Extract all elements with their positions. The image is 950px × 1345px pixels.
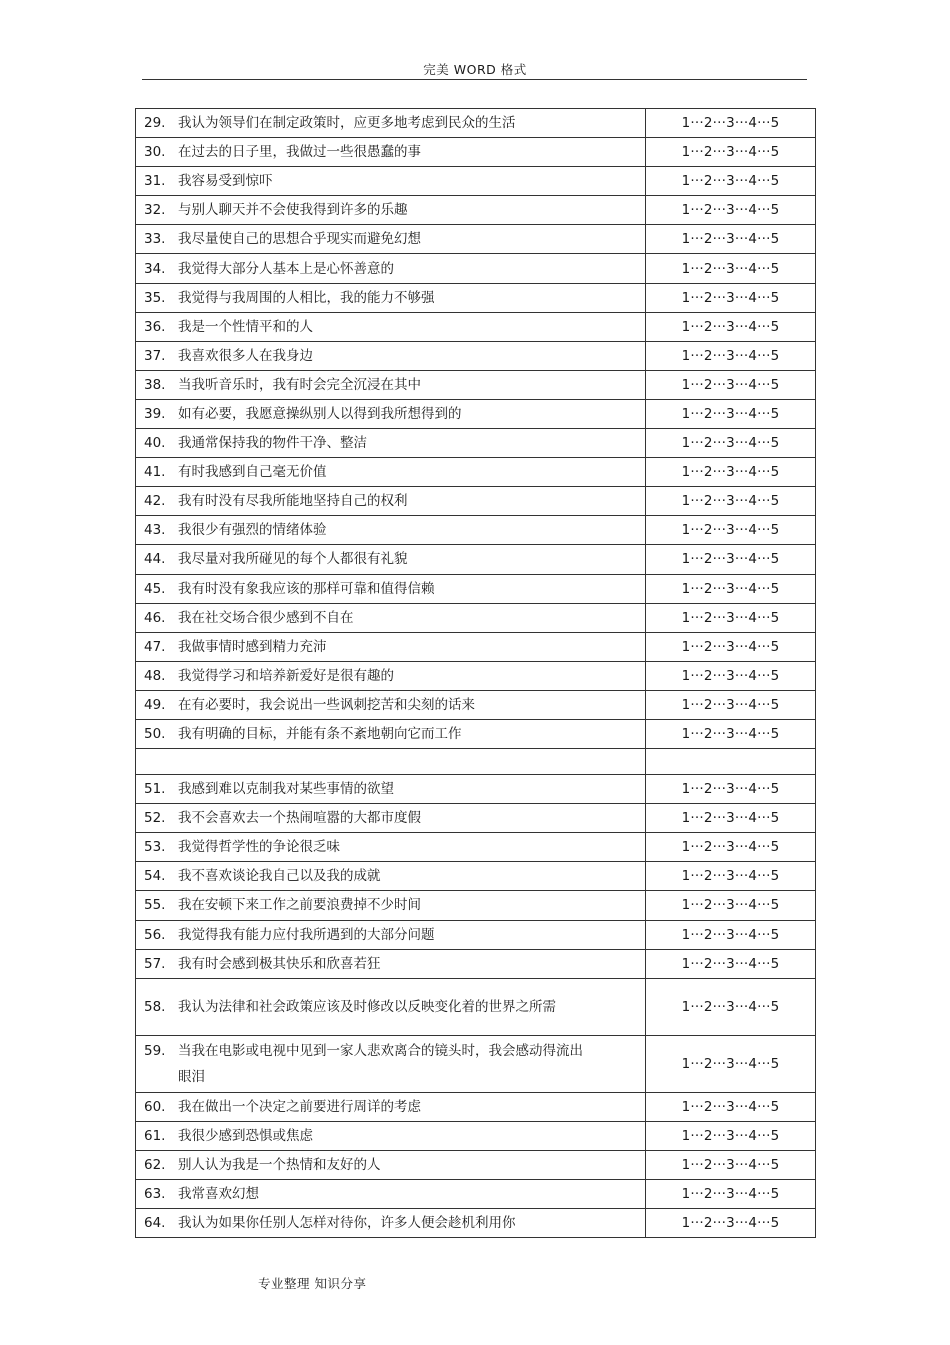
question-row [136, 775, 816, 804]
rating-scale: 1···2···3···4···5 [646, 1150, 816, 1179]
question-row [136, 949, 816, 978]
rating-scale: 1···2···3···4···5 [646, 487, 816, 516]
question-cell [136, 632, 646, 661]
blank-cell [136, 749, 646, 775]
question-number: 34. [144, 260, 166, 277]
question-cell [136, 1092, 646, 1121]
question-number: 37. [144, 347, 166, 364]
question-cell [136, 804, 646, 833]
questionnaire-table [135, 108, 816, 1238]
blank-separator-row [136, 749, 816, 775]
question-row [136, 487, 816, 516]
question-cell [136, 429, 646, 458]
question-cell [136, 516, 646, 545]
rating-scale: 1···2···3···4···5 [646, 225, 816, 254]
question-cell [136, 167, 646, 196]
question-cell [136, 1035, 646, 1092]
question-cell [136, 399, 646, 428]
question-text: 在有必要时，我会说出一些讽刺挖苦和尖刻的话来 [178, 696, 475, 713]
question-text: 我觉得大部分人基本上是心怀善意的 [178, 260, 394, 277]
question-cell [136, 109, 646, 138]
question-text: 我通常保持我的物件干净、整洁 [178, 435, 367, 452]
question-row [136, 109, 816, 138]
question-number: 51. [144, 781, 166, 798]
rating-scale: 1···2···3···4···5 [646, 545, 816, 574]
question-number: 53. [144, 839, 166, 856]
question-text: 我有时没有象我应该的那样可靠和值得信赖 [178, 580, 435, 597]
question-row [136, 167, 816, 196]
question-row [136, 138, 816, 167]
question-text: 我在做出一个决定之前要进行周详的考虑 [178, 1098, 421, 1115]
question-row [136, 312, 816, 341]
question-cell [136, 487, 646, 516]
question-number: 46. [144, 609, 166, 626]
question-cell [136, 225, 646, 254]
question-number: 57. [144, 955, 166, 972]
question-text: 我觉得与我周围的人相比，我的能力不够强 [178, 289, 435, 306]
rating-scale: 1···2···3···4···5 [646, 458, 816, 487]
question-cell [136, 719, 646, 748]
question-text: 我认为领导们在制定政策时，应更多地考虑到民众的生活 [178, 115, 516, 132]
question-row [136, 804, 816, 833]
question-text: 当我在电影或电视中见到一家人悲欢离合的镜头时，我会感动得流出眼泪 [178, 1042, 583, 1085]
rating-scale: 1···2···3···4···5 [646, 1180, 816, 1209]
rating-scale: 1···2···3···4···5 [646, 775, 816, 804]
question-row [136, 661, 816, 690]
question-row [136, 1092, 816, 1121]
question-row [136, 196, 816, 225]
question-number: 52. [144, 810, 166, 827]
question-number: 39. [144, 405, 166, 422]
question-row [136, 891, 816, 920]
question-cell [136, 458, 646, 487]
question-number: 38. [144, 376, 166, 393]
question-row [136, 254, 816, 283]
question-text: 我做事情时感到精力充沛 [178, 638, 327, 655]
question-cell [136, 1150, 646, 1179]
question-cell [136, 312, 646, 341]
question-text: 我觉得我有能力应付我所遇到的大部分问题 [178, 926, 435, 943]
blank-cell [646, 749, 816, 775]
question-text: 我有时没有尽我所能地坚持自己的权利 [178, 493, 408, 510]
question-cell [136, 661, 646, 690]
question-cell [136, 341, 646, 370]
question-number: 58. [144, 998, 166, 1015]
question-text: 当我听音乐时，我有时会完全沉浸在其中 [178, 376, 421, 393]
page-footer: 专业整理 知识分享 [258, 1276, 367, 1291]
question-cell [136, 949, 646, 978]
rating-scale: 1···2···3···4···5 [646, 516, 816, 545]
question-cell [136, 574, 646, 603]
question-row [136, 341, 816, 370]
question-row [136, 833, 816, 862]
question-text: 我很少有强烈的情绪体验 [178, 522, 327, 539]
question-text: 在过去的日子里，我做过一些很愚蠢的事 [178, 144, 421, 161]
question-number: 35. [144, 289, 166, 306]
question-text: 我在安顿下来工作之前要浪费掉不少时间 [178, 897, 421, 914]
rating-scale: 1···2···3···4···5 [646, 254, 816, 283]
rating-scale: 1···2···3···4···5 [646, 167, 816, 196]
rating-scale: 1···2···3···4···5 [646, 804, 816, 833]
question-text: 别人认为我是一个热情和友好的人 [178, 1156, 381, 1173]
question-number: 47. [144, 638, 166, 655]
question-text: 我有时会感到极其快乐和欣喜若狂 [178, 955, 381, 972]
rating-scale: 1···2···3···4···5 [646, 978, 816, 1035]
question-number: 54. [144, 868, 166, 885]
question-cell [136, 254, 646, 283]
question-row [136, 458, 816, 487]
rating-scale: 1···2···3···4···5 [646, 138, 816, 167]
rating-scale: 1···2···3···4···5 [646, 1121, 816, 1150]
rating-scale: 1···2···3···4···5 [646, 891, 816, 920]
question-number: 60. [144, 1098, 166, 1115]
question-number: 50. [144, 726, 166, 743]
question-cell [136, 283, 646, 312]
question-cell [136, 690, 646, 719]
question-cell [136, 862, 646, 891]
question-row [136, 225, 816, 254]
question-text: 我认为法律和社会政策应该及时修改以反映变化着的世界之所需 [178, 998, 556, 1015]
rating-scale: 1···2···3···4···5 [646, 719, 816, 748]
question-number: 42. [144, 493, 166, 510]
question-row [136, 1150, 816, 1179]
question-text: 我有明确的目标，并能有条不紊地朝向它而工作 [178, 726, 462, 743]
question-text: 与别人聊天并不会使我得到许多的乐趣 [178, 202, 408, 219]
question-number: 64. [144, 1215, 166, 1232]
question-text: 我不喜欢谈论我自己以及我的成就 [178, 868, 381, 885]
question-row [136, 429, 816, 458]
question-text: 我是一个性情平和的人 [178, 318, 313, 335]
question-text: 有时我感到自己毫无价值 [178, 464, 327, 481]
rating-scale: 1···2···3···4···5 [646, 603, 816, 632]
rating-scale: 1···2···3···4···5 [646, 341, 816, 370]
question-row [136, 574, 816, 603]
rating-scale: 1···2···3···4···5 [646, 574, 816, 603]
rating-scale: 1···2···3···4···5 [646, 312, 816, 341]
question-text: 我不会喜欢去一个热闹喧嚣的大都市度假 [178, 810, 421, 827]
question-row [136, 1180, 816, 1209]
question-row [136, 545, 816, 574]
question-text: 我在社交场合很少感到不自在 [178, 609, 354, 626]
header-divider [142, 79, 807, 80]
question-row [136, 1209, 816, 1238]
rating-scale: 1···2···3···4···5 [646, 920, 816, 949]
question-number: 59. [144, 1042, 166, 1059]
question-number: 62. [144, 1156, 166, 1173]
question-number: 63. [144, 1186, 166, 1203]
page-header-title: 完美 WORD 格式 [423, 62, 527, 77]
question-number: 43. [144, 522, 166, 539]
question-row [136, 516, 816, 545]
question-text: 我尽量对我所碰见的每个人都很有礼貌 [178, 551, 408, 568]
question-text: 我觉得哲学性的争论很乏味 [178, 839, 340, 856]
rating-scale: 1···2···3···4···5 [646, 109, 816, 138]
question-number: 40. [144, 435, 166, 452]
question-text: 我认为如果你任别人怎样对待你，许多人便会趁机利用你 [178, 1215, 516, 1232]
question-cell [136, 833, 646, 862]
rating-scale: 1···2···3···4···5 [646, 283, 816, 312]
question-row [136, 1035, 816, 1092]
question-row [136, 632, 816, 661]
rating-scale: 1···2···3···4···5 [646, 429, 816, 458]
rating-scale: 1···2···3···4···5 [646, 661, 816, 690]
question-cell [136, 1180, 646, 1209]
question-cell [136, 370, 646, 399]
question-row [136, 370, 816, 399]
question-number: 33. [144, 231, 166, 248]
rating-scale: 1···2···3···4···5 [646, 833, 816, 862]
question-text: 我很少感到恐惧或焦虑 [178, 1127, 313, 1144]
question-text: 我常喜欢幻想 [178, 1186, 259, 1203]
question-row [136, 920, 816, 949]
question-number: 32. [144, 202, 166, 219]
rating-scale: 1···2···3···4···5 [646, 862, 816, 891]
question-text: 我感到难以克制我对某些事情的欲望 [178, 781, 394, 798]
question-cell [136, 603, 646, 632]
rating-scale: 1···2···3···4···5 [646, 370, 816, 399]
rating-scale: 1···2···3···4···5 [646, 949, 816, 978]
rating-scale: 1···2···3···4···5 [646, 1092, 816, 1121]
question-row [136, 603, 816, 632]
question-number: 36. [144, 318, 166, 335]
question-cell [136, 775, 646, 804]
question-number: 55. [144, 897, 166, 914]
question-text: 我容易受到惊吓 [178, 173, 273, 190]
question-cell [136, 138, 646, 167]
question-text: 我喜欢很多人在我身边 [178, 347, 313, 364]
rating-scale: 1···2···3···4···5 [646, 196, 816, 225]
question-row [136, 399, 816, 428]
question-text: 我觉得学习和培养新爱好是很有趣的 [178, 667, 394, 684]
rating-scale: 1···2···3···4···5 [646, 1209, 816, 1238]
question-cell [136, 545, 646, 574]
question-cell [136, 920, 646, 949]
question-number: 44. [144, 551, 166, 568]
rating-scale: 1···2···3···4···5 [646, 399, 816, 428]
question-row [136, 862, 816, 891]
question-row [136, 690, 816, 719]
question-number: 45. [144, 580, 166, 597]
question-row [136, 719, 816, 748]
question-text: 我尽量使自己的思想合乎现实而避免幻想 [178, 231, 421, 248]
question-cell [136, 978, 646, 1035]
rating-scale: 1···2···3···4···5 [646, 690, 816, 719]
question-cell [136, 891, 646, 920]
question-row [136, 283, 816, 312]
question-number: 41. [144, 464, 166, 481]
question-number: 56. [144, 926, 166, 943]
question-number: 29. [144, 115, 166, 132]
question-cell [136, 196, 646, 225]
question-text: 如有必要，我愿意操纵别人以得到我所想得到的 [178, 405, 462, 422]
question-number: 49. [144, 696, 166, 713]
question-number: 30. [144, 144, 166, 161]
question-cell [136, 1209, 646, 1238]
question-row [136, 1121, 816, 1150]
question-number: 31. [144, 173, 166, 190]
question-cell [136, 1121, 646, 1150]
question-number: 61. [144, 1127, 166, 1144]
rating-scale: 1···2···3···4···5 [646, 1035, 816, 1092]
rating-scale: 1···2···3···4···5 [646, 632, 816, 661]
question-row [136, 978, 816, 1035]
question-number: 48. [144, 667, 166, 684]
